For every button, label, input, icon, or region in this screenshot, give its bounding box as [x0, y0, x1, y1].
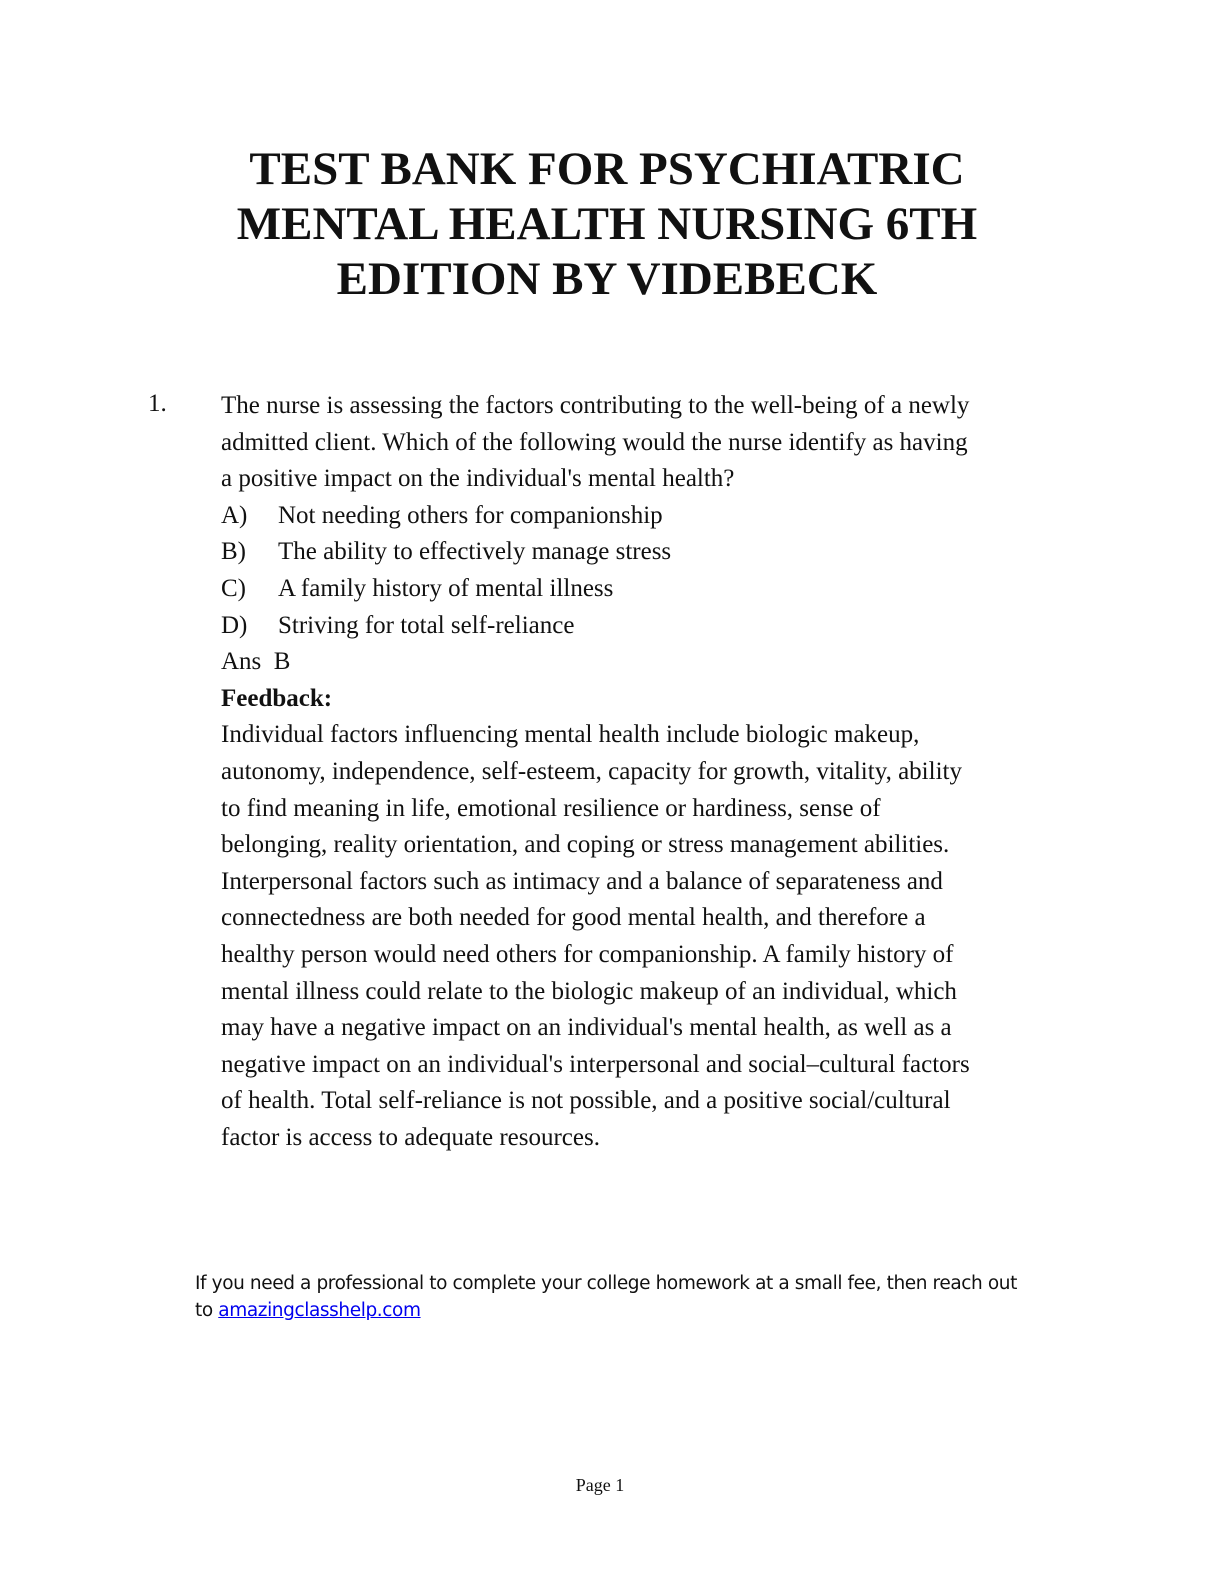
question-text-line: The nurse is assessing the factors contributing to the well-being of a newly: [221, 392, 970, 419]
answer: Ans B: [221, 648, 291, 676]
option-b: [221, 534, 1081, 571]
feedback-line: factor is access to adequate resources.: [221, 1123, 600, 1151]
promo-text: If you need a professional to complete your college homework at a small fee, then reach out: [195, 1273, 1017, 1294]
option-letter: C): [221, 574, 246, 602]
question-number: 1.: [148, 390, 167, 417]
page-number: Page 1: [575, 1475, 625, 1495]
feedback-line: connectedness are both needed for good mental health, and therefore a: [221, 904, 926, 932]
document-title: [0, 142, 1214, 307]
feedback-line: healthy person would need others for companionship. A family history of: [221, 940, 954, 968]
question-text-line: admitted client. Which of the following would the nurse identify as having: [221, 428, 968, 456]
feedback-line: Individual factors influencing mental health include biologic makeup,: [221, 721, 920, 749]
option-text: A family history of mental illness: [278, 574, 614, 602]
feedback-line: Interpersonal factors such as intimacy and a balance of separateness and: [221, 867, 943, 895]
title-line: TEST BANK FOR PSYCHIATRIC: [249, 143, 965, 195]
promo-prefix: to: [195, 1300, 219, 1321]
question-text-line: a positive impact on the individual's mental health?: [221, 465, 735, 493]
feedback-line: may have a negative impact on an individual's mental health, as well as a: [221, 1014, 952, 1042]
option-letter: B): [221, 538, 246, 566]
question-block: [221, 388, 1081, 1156]
title-line: EDITION BY VIDEBECK: [336, 253, 878, 305]
option-text: Not needing others for companionship: [278, 501, 663, 529]
feedback-line: mental illness could relate to the biologic makeup of an individual, which: [221, 977, 957, 1005]
feedback-line: to find meaning in life, emotional resilience or hardiness, sense of: [221, 794, 881, 822]
feedback-label: Feedback:: [221, 684, 333, 712]
feedback-line: of health. Total self-reliance is not possible, and a positive social/cultural: [221, 1087, 951, 1115]
feedback-text: [221, 717, 1081, 1156]
title-line: MENTAL HEALTH NURSING 6TH: [236, 198, 978, 250]
option-letter: A): [221, 501, 248, 529]
option-a: [221, 498, 1081, 535]
option-text: The ability to effectively manage stress: [278, 538, 672, 566]
promo-footer: [195, 1270, 1017, 1324]
option-d: [221, 608, 1081, 645]
option-c: [221, 571, 1081, 608]
option-text: Striving for total self-reliance: [278, 611, 575, 639]
option-letter: D): [221, 611, 248, 639]
promo-link[interactable]: amazingclasshelp.com: [218, 1300, 421, 1321]
feedback-line: autonomy, independence, self-esteem, capacity for growth, vitality, ability: [221, 757, 962, 785]
feedback-line: belonging, reality orientation, and coping or stress management abilities.: [221, 831, 950, 859]
feedback-line: negative impact on an individual's interpersonal and social–cultural factors: [221, 1050, 970, 1078]
